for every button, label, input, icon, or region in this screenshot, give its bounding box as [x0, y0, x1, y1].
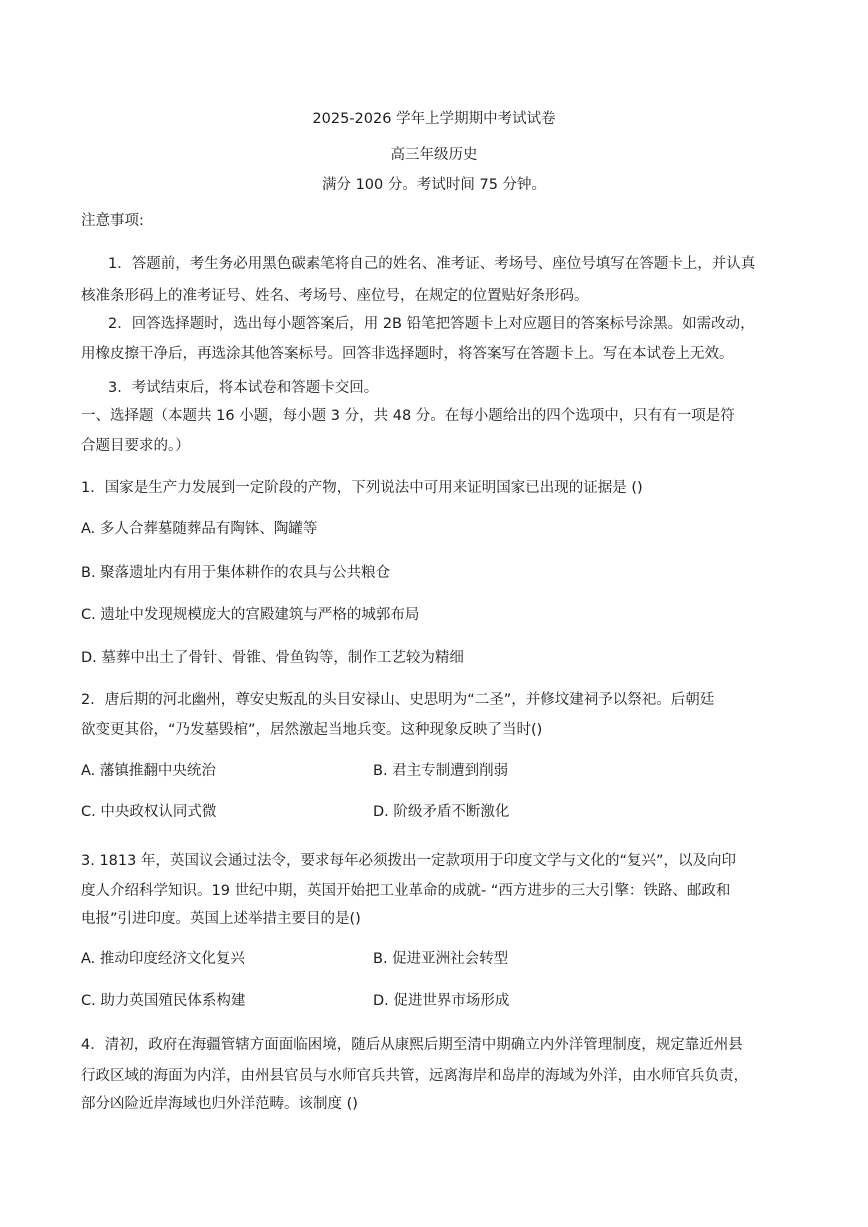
question-4-stem-line-3: 部分凶险近岸海域也归外洋范畴。该制度 () [81, 1096, 358, 1112]
notice-heading: 注意事项: [81, 213, 144, 229]
notice-item-2-line-2: 用橡皮擦干净后，再选涂其他答案标号。回答非选择题时，将答案写在答题卡上。写在本试卷上无效。 [81, 346, 734, 362]
question-3-option-d: D. 促进世界市场形成 [373, 993, 510, 1009]
section-1-heading-line-2: 合题目要求的。） [81, 438, 190, 454]
question-4-stem-line-1: 4．清初，政府在海疆管辖方面面临困境，随后从康熙后期至清中期确立内外洋管理制度，规定靠近州县 [81, 1037, 743, 1053]
question-3-option-c: C. 助力英国殖民体系构建 [81, 993, 246, 1009]
notice-item-2-line-1: 2．回答选择题时，选出每小题答案后，用 2B 铅笔把答题卡上对应题目的答案标号涂黑。如需改动， [108, 316, 755, 332]
exam-score-info: 满分 100 分。考试时间 75 分钟。 [321, 177, 547, 193]
question-2-option-c: C. 中央政权认同式微 [81, 804, 217, 820]
question-1-option-b: B. 聚落遗址内有用于集体耕作的农具与公共粮仓 [81, 565, 391, 581]
question-1-option-d: D. 墓葬中出土了骨针、骨锥、骨鱼钩等，制作工艺较为精细 [81, 650, 464, 666]
notice-item-3: 3．考试结束后，将本试卷和答题卡交回。 [108, 380, 379, 396]
question-2-option-b: B. 君主专制遭到削弱 [373, 763, 509, 779]
question-2-option-d: D. 阶级矛盾不断激化 [373, 804, 510, 820]
notice-item-1-line-2: 核准条形码上的准考证号、姓名、考场号、座位号，在规定的位置贴好条形码。 [81, 288, 589, 304]
question-3-stem-line-2: 度人介绍科学知识。19 世纪中期，英国开始把工业革命的成就- “西方进步的三大引擎：铁路、邮政和 [81, 883, 731, 899]
question-1-option-a: A. 多人合葬墓随葬品有陶钵、陶罐等 [81, 521, 318, 537]
question-2-stem-line-2: 欲变更其俗，“乃发墓毁棺”，居然激起当地兵变。这种现象反映了当时() [81, 722, 543, 738]
question-3-stem-line-3: 电报”引进印度。英国上述举措主要目的是() [81, 911, 361, 927]
question-4-stem-line-2: 行政区域的海面为内洋，由州县官员与水师官兵共管，远离海岸和岛岸的海域为外洋，由水师官兵负责， [81, 1068, 748, 1084]
exam-title: 2025-2026 学年上学期期中考试试卷 [312, 111, 556, 127]
question-1-option-c: C. 遗址中发现规模庞大的宫殿建筑与严格的城郭布局 [81, 607, 420, 623]
exam-subject: 高三年级历史 [390, 147, 478, 163]
question-3-option-b: B. 促进亚洲社会转型 [373, 951, 509, 967]
question-1-stem: 1．国家是生产力发展到一定阶段的产物，下列说法中可用来证明国家已出现的证据是 () [81, 480, 643, 496]
section-1-heading-line-1: 一、选择题（本题共 16 小题，每小题 3 分，共 48 分。在每小题给出的四个选项中，只有有一项是符 [81, 408, 735, 424]
question-2-stem-line-1: 2．唐后期的河北幽州，尊安史叛乱的头目安禄山、史思明为“二圣”，并修坟建祠予以祭祀。后朝廷 [81, 692, 715, 708]
question-2-option-a: A. 藩镇推翻中央统治 [81, 763, 216, 779]
notice-item-1-line-1: 1．答题前，考生务必用黑色碳素笔将自己的姓名、准考证、考场号、座位号填写在答题卡上，并认真 [108, 256, 756, 272]
question-3-stem-line-1: 3. 1813 年，英国议会通过法令，要求每年必须拨出一定款项用于印度文学与文化的“复兴”，以及向印 [81, 853, 736, 869]
question-3-option-a: A. 推动印度经济文化复兴 [81, 951, 245, 967]
